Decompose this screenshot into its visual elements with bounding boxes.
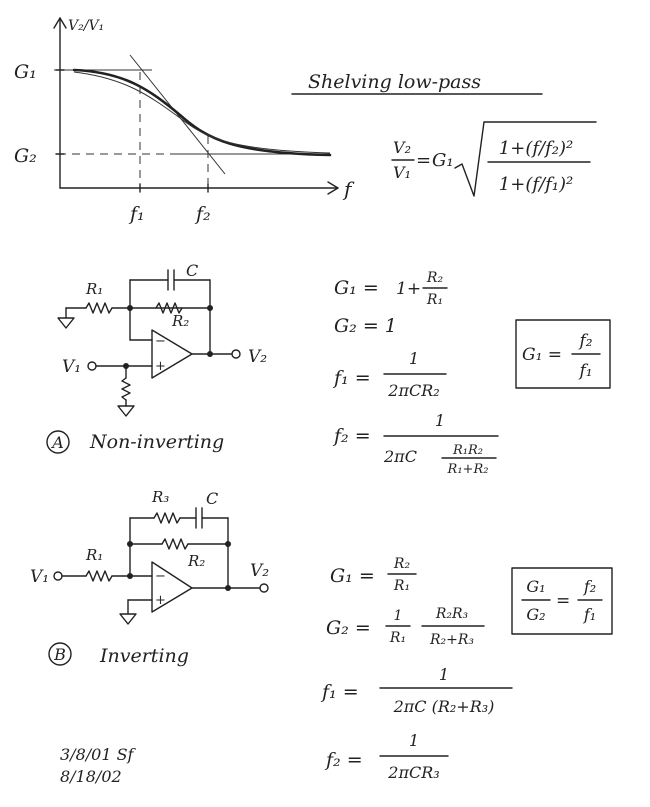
- resistor-b-r2: [162, 539, 188, 549]
- label-b-r3: R₃: [152, 488, 170, 506]
- eq-b-g1-den: R₁: [393, 578, 411, 594]
- label-a-v1: V₁: [62, 357, 82, 377]
- badge-a-letter: A: [52, 433, 64, 452]
- resistor-a-r1: [86, 303, 112, 313]
- eq-b-box-l-den: G₂: [526, 605, 546, 624]
- label-a-v2: V₂: [248, 347, 268, 367]
- eq-b-box-r-den: f₁: [583, 605, 597, 624]
- terminal-b-v1: [54, 572, 62, 580]
- eq-a-f2-den-a: 2πC: [384, 447, 417, 466]
- eq-b-g2-a-num: 1: [393, 608, 403, 624]
- node-a1: [127, 305, 133, 311]
- transfer-lhs-numerator: V₂: [393, 138, 411, 157]
- g2-tick-label: G₂: [14, 145, 37, 167]
- transfer-function: [392, 122, 596, 196]
- opamp-a-minus: −: [155, 334, 166, 349]
- label-b-c: C: [206, 489, 219, 508]
- node-a2: [207, 305, 213, 311]
- eq-b-f1-den: 2πC (R₂+R₃): [393, 697, 495, 716]
- eq-b-f2-lhs: f₂ =: [326, 749, 363, 771]
- terminal-b-v2: [260, 584, 268, 592]
- ground-a1-icon: [58, 318, 74, 328]
- label-a-c: C: [186, 261, 199, 280]
- circuit-a-equations: [332, 270, 610, 477]
- transfer-denominator: 1+(f/f₁)²: [498, 174, 574, 195]
- eq-b-f2-den: 2πCR₃: [388, 763, 440, 782]
- eq-a-g1-pre: 1+: [396, 279, 422, 299]
- label-a-r2: R₂: [172, 312, 190, 330]
- eq-a-f1-lhs: f₁ =: [334, 367, 371, 389]
- eq-b-g2-a-den: R₁: [389, 630, 407, 646]
- eq-a-f1-num: 1: [408, 349, 420, 368]
- ground-a2-icon: [118, 406, 134, 416]
- caption-a: Non-inverting: [90, 431, 225, 453]
- eq-a-f2-den-num: R₁R₂: [453, 443, 483, 458]
- circuit-a-schematic: [47, 261, 267, 453]
- eq-b-g1-lhs: G₁ =: [330, 565, 375, 587]
- node-b2: [127, 573, 133, 579]
- eq-a-f1-den: 2πCR₂: [388, 381, 440, 400]
- label-b-v2: V₂: [250, 561, 270, 581]
- resistor-b-r3: [154, 513, 180, 523]
- eq-a-g1-den: R₁: [426, 292, 444, 308]
- eq-a-f2-lhs: f₂ =: [334, 425, 371, 447]
- label-b-v1: V₁: [30, 567, 50, 587]
- transfer-lhs-denominator: V₁: [393, 163, 411, 182]
- caption-b: Inverting: [100, 645, 189, 667]
- transfer-equals: =: [416, 150, 432, 171]
- response-curve-shadow: [74, 72, 330, 153]
- badge-b-letter: B: [54, 645, 66, 664]
- f2-tick-label: f₂: [196, 203, 211, 225]
- response-curve: [74, 70, 330, 155]
- resistor-a-bias: [122, 378, 130, 400]
- node-b4: [225, 585, 231, 591]
- ground-b-icon: [120, 614, 136, 624]
- opamp-b-minus: −: [155, 569, 166, 584]
- f1-tick-label: f₁: [130, 203, 145, 225]
- opamp-a-plus: +: [155, 359, 166, 374]
- transfer-gain: G₁: [432, 150, 454, 171]
- eq-a-f2-num: 1: [434, 411, 446, 430]
- label-b-r1: R₁: [86, 546, 104, 564]
- eq-a-g1-lhs: G₁ =: [334, 277, 379, 299]
- eq-b-f1-num: 1: [438, 665, 450, 684]
- eq-b-box-l-num: G₁: [526, 577, 546, 596]
- y-axis-label: V₂/V₁: [68, 18, 105, 34]
- node-a3: [207, 351, 213, 357]
- node-b3: [225, 541, 231, 547]
- resistor-b-r1: [86, 571, 112, 581]
- label-a-r1: R₁: [86, 280, 104, 298]
- response-graph: [14, 18, 355, 225]
- eq-a-box-num: f₂: [579, 331, 593, 351]
- label-b-r2: R₂: [188, 552, 206, 570]
- eq-a-box-lhs: G₁ =: [522, 345, 563, 365]
- eq-b-box-r-num: f₂: [583, 577, 597, 596]
- eq-a-box-den: f₁: [579, 361, 593, 381]
- circuit-b-equations: [320, 556, 612, 782]
- node-b1: [127, 541, 133, 547]
- eq-b-g1-num: R₂: [393, 556, 411, 572]
- terminal-a-v1: [88, 362, 96, 370]
- date-2: 8/18/02: [60, 767, 122, 786]
- eq-b-f1-lhs: f₁ =: [322, 681, 359, 703]
- eq-b-f2-num: 1: [408, 731, 420, 750]
- eq-b-g2-b-den: R₂+R₃: [429, 632, 475, 648]
- eq-b-g2-b-num: R₂R₃: [435, 606, 469, 622]
- eq-a-f2-den-den: R₁+R₂: [447, 462, 489, 477]
- opamp-b-plus: +: [155, 593, 166, 608]
- page-title: Shelving low-pass: [308, 71, 482, 93]
- circuit-b-schematic: [30, 488, 269, 667]
- eq-b-box-eq: =: [556, 591, 571, 611]
- eq-a-g2: G₂ = 1: [334, 315, 397, 337]
- eq-b-g2-lhs: G₂ =: [326, 617, 371, 639]
- transfer-numerator: 1+(f/f₂)²: [498, 138, 574, 159]
- node-a4: [123, 363, 129, 369]
- g1-tick-label: G₁: [14, 61, 37, 83]
- x-axis-label: f: [344, 177, 352, 201]
- terminal-a-v2: [232, 350, 240, 358]
- eq-a-g1-num: R₂: [426, 270, 444, 286]
- date-1: 3/8/01 Sf: [60, 745, 134, 764]
